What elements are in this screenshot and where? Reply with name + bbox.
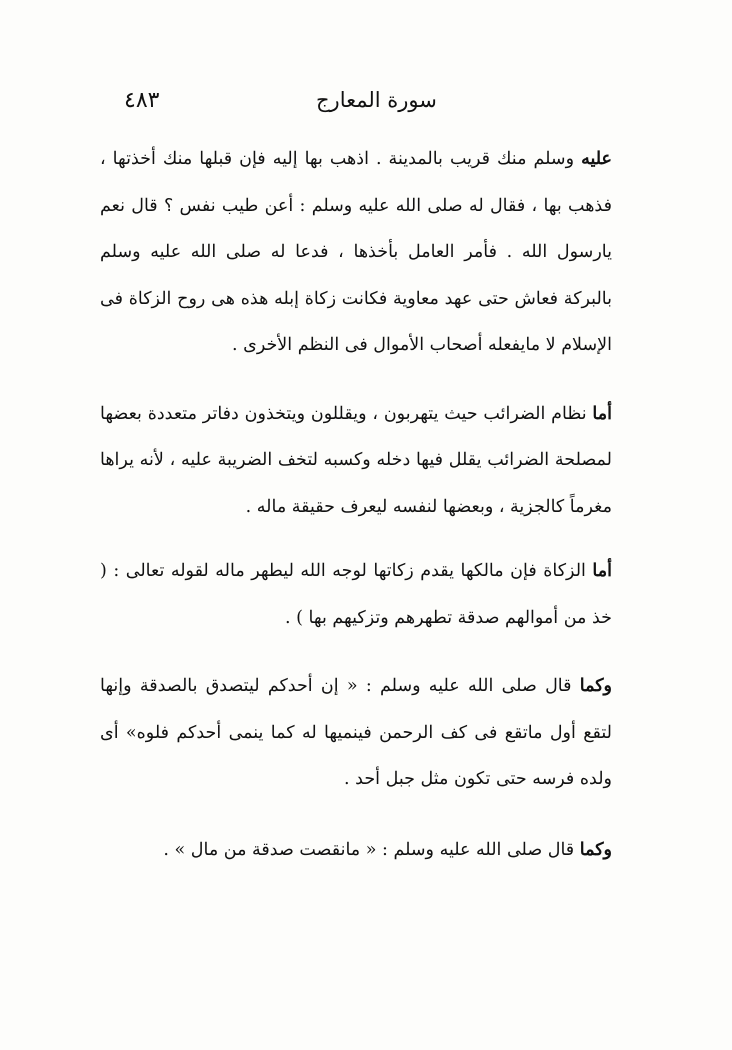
paragraph-4 (100, 663, 612, 803)
paragraph-2 (100, 391, 612, 531)
paragraph-3-text: الزكاة فإن مالكها يقدم زكاتها لوجه الله ليطهر ماله لقوله تعالى : ( خذ من أموالهم صدقة تطهرهم وتزكيهم بها ) . (100, 561, 612, 628)
paragraph-3 (100, 548, 612, 641)
running-title: سورة المعارج (316, 88, 437, 112)
paragraph-2-lead: أما (592, 403, 612, 424)
paragraph-5-text: قال صلى الله عليه وسلم : « مانقصت صدقة من مال » . (163, 839, 575, 860)
paragraph-1-lead: عليه (581, 149, 612, 169)
page-number: ٤٨٣ (124, 88, 160, 113)
paragraph-4-lead: وكما (579, 676, 612, 696)
paragraph-2-text: نظام الضرائب حيث يتهربون ، ويقللون ويتخذون دفاتر متعددة بعضها لمصلحة الضرائب يقلل فيها دخله وكسبه لتخف الضريبة عليه ، لأنه يراها مغرماً كالجزية ، وبعضها لنفسه ليعرف حقيقة ماله . (100, 403, 612, 517)
paragraph-1-text: وسلم منك قريب بالمدينة . اذهب بها إليه فإن قبلها منك أخذتها ، فذهب بها ، فقال له صلى الله عليه وسلم : أعن طيب نفس ؟ قال نعم يارسول الله . فأمر العامل بأخذها ، فدعا له صلى الله عليه وسلم بالبركة فعاش حتى عهد معاوية فكانت زكاة إبله هذه هى روح الزكاة فى الإسلام لا مايفعله أصحاب الأموال فى النظم الأخرى . (100, 149, 612, 355)
paragraph-5 (100, 827, 612, 874)
paragraph-1 (100, 136, 612, 369)
paragraph-3-lead: أما (592, 561, 612, 581)
paragraph-4-text: قال صلى الله عليه وسلم : « إن أحدكم ليتصدق بالصدقة وإنها لتقع أول ماتقع فى كف الرحمن فينميها له كما ينمى أحدكم فلوه» أى ولده فرسه حتى تكون مثل جبل أحد . (100, 676, 612, 789)
paragraph-5-lead: وكما (579, 839, 612, 860)
body-text (100, 128, 612, 873)
page-header (120, 88, 620, 124)
